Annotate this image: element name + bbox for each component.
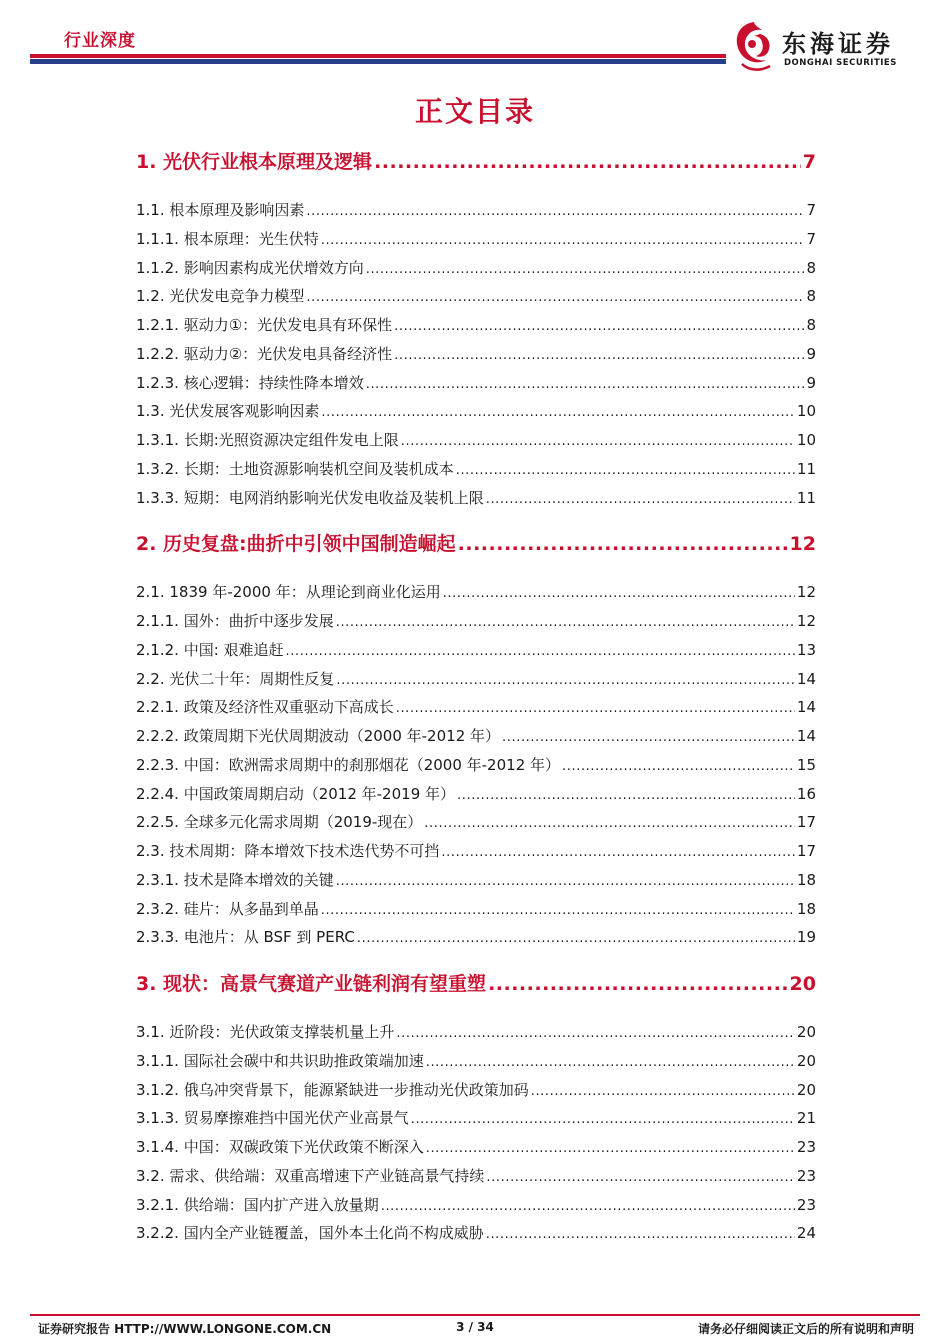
toc-dot-leader (336, 874, 795, 889)
toc-page-number: 12 (789, 533, 816, 556)
toc-dot-leader (336, 615, 795, 630)
toc-section-entry[interactable] (136, 1222, 816, 1243)
company-logo (730, 18, 930, 74)
toc-section-entry[interactable] (136, 898, 816, 919)
toc-entry-title: 1.1.1. 根本原理：光生伏特 (136, 229, 319, 248)
toc-section-entry[interactable] (136, 840, 816, 861)
toc-page-number: 20 (796, 1051, 816, 1070)
toc-section-entry[interactable] (136, 343, 816, 364)
toc-dot-leader (486, 1227, 795, 1242)
toc-section-entry[interactable] (136, 285, 816, 306)
toc-entry-title: 2.2.4. 中国政策周期启动（2012 年-2019 年） (136, 784, 456, 803)
toc-page-number: 18 (796, 899, 816, 918)
toc-page-number: 21 (796, 1109, 816, 1128)
toc-page-number: 9 (806, 373, 816, 392)
toc-page-number: 23 (796, 1166, 816, 1185)
toc-dot-leader (488, 973, 787, 995)
toc-dot-leader (458, 533, 788, 555)
toc-entry-title: 3.1.1. 国际社会碳中和共识助推政策端加速 (136, 1051, 424, 1070)
toc-page-number: 7 (806, 201, 816, 219)
toc-section-entry[interactable] (136, 1107, 816, 1128)
toc-section-entry[interactable] (136, 783, 816, 804)
toc-page-number: 13 (796, 640, 816, 659)
toc-section-entry[interactable] (136, 429, 816, 450)
toc-section-entry[interactable] (136, 372, 816, 393)
toc-section-entry[interactable] (136, 1194, 816, 1215)
dragon-logo-icon (730, 18, 778, 74)
toc-dot-leader (321, 903, 795, 918)
header-rule-blue (30, 59, 726, 64)
toc-section-entry[interactable] (136, 926, 816, 947)
toc-page-number: 8 (806, 316, 816, 334)
toc-section-entry[interactable] (136, 581, 816, 602)
toc-section-entry[interactable] (136, 639, 816, 660)
toc-entry-title: 1.3.3. 短期：电网消纳影响光伏发电收益及装机上限 (136, 488, 484, 507)
toc-dot-leader (456, 463, 795, 478)
toc-dot-leader (374, 151, 801, 173)
toc-entry-title: 1.2.1. 驱动力①：光伏发电具有环保性 (136, 316, 393, 334)
toc-section-entry[interactable] (136, 314, 816, 335)
toc-page-number: 14 (796, 727, 816, 745)
toc-page-number: 11 (796, 488, 816, 507)
toc-section-entry[interactable] (136, 458, 816, 479)
toc-dot-leader (381, 1199, 795, 1214)
toc-page-number: 18 (796, 870, 816, 889)
page-number: 3 / 34 (456, 1320, 494, 1334)
toc-dot-leader (426, 1141, 795, 1156)
toc-section-entry[interactable] (136, 1165, 816, 1186)
toc-section-entry[interactable] (136, 869, 816, 890)
toc-entry-title: 2.1.1. 国外：曲折中逐步发展 (136, 612, 334, 630)
toc-entry-title: 1.1.2. 影响因素构成光伏增效方向 (136, 258, 364, 277)
toc-chapter-entry[interactable] (136, 529, 816, 556)
toc-entry-title: 2.2.3. 中国：欧洲需求周期中的刹那烟花（2000 年-2012 年） (136, 755, 561, 774)
toc-dot-leader (441, 845, 795, 860)
toc-page-number: 12 (796, 612, 816, 630)
toc-entry-title: 1.2. 光伏发电竞争力模型 (136, 287, 305, 306)
toc-page-number: 8 (806, 258, 816, 277)
toc-page-number: 20 (789, 973, 816, 995)
toc-entry-title: 2.3.1. 技术是降本增效的关键 (136, 870, 334, 889)
toc-page-number: 7 (802, 151, 816, 173)
toc-dot-leader (306, 290, 804, 305)
toc-entry-title: 2.2.2. 政策周期下光伏周期波动（2000 年-2012 年） (136, 727, 501, 745)
toc-entry-title: 2.2.5. 全球多元化需求周期（2019-现在） (136, 813, 423, 832)
toc-page-number: 20 (796, 1080, 816, 1099)
toc-entry-title: 3.1. 近阶段：光伏政策支撑装机量上升 (136, 1023, 395, 1041)
toc-entry-title: 2.3.3. 电池片：从 BSF 到 PERC (136, 928, 355, 947)
toc-section-entry[interactable] (136, 400, 816, 421)
logo-english-name: DONGHAI SECURITIES (784, 58, 897, 68)
toc-page-number: 14 (796, 669, 816, 688)
toc-page-number: 15 (796, 755, 816, 774)
toc-page-number: 7 (806, 229, 816, 248)
toc-dot-leader (486, 1170, 795, 1185)
toc-page-number: 20 (796, 1023, 816, 1041)
footer-disclaimer: 请务必仔细阅读正文后的所有说明和声明 (697, 1322, 914, 1336)
toc-page-number: 23 (796, 1195, 816, 1214)
toc-page-number: 23 (796, 1138, 816, 1156)
toc-dot-leader (401, 434, 795, 449)
toc-dot-leader (366, 377, 805, 392)
toc-entry-title: 2.1. 1839 年-2000 年：从理论到商业化运用 (136, 583, 441, 602)
toc-entry-title: 1. 光伏行业根本原理及逻辑 (136, 151, 373, 173)
toc-dot-leader (396, 701, 795, 716)
toc-dot-leader (357, 931, 795, 946)
toc-dot-leader (486, 492, 795, 507)
toc-section-entry[interactable] (136, 1021, 816, 1042)
toc-dot-leader (531, 1084, 795, 1099)
toc-entry-title: 3.1.2. 俄乌冲突背景下，能源紧缺进一步推动光伏政策加码 (136, 1080, 529, 1099)
toc-section-entry[interactable] (136, 610, 816, 631)
toc-entry-title: 3.1.3. 贸易摩擦难挡中国光伏产业高景气 (136, 1109, 409, 1128)
toc-page-number: 11 (796, 459, 816, 478)
toc-page-number: 24 (796, 1224, 816, 1243)
toc-page-number: 10 (796, 402, 816, 421)
toc-entry-title: 1.2.3. 核心逻辑：持续性降本增效 (136, 373, 364, 392)
page-title: 正文目录 (414, 95, 535, 128)
toc-section-entry[interactable] (136, 696, 816, 717)
toc-entry-title: 2. 历史复盘:曲折中引领中国制造崛起 (136, 533, 456, 556)
toc-entry-title: 3.2.1. 供给端：国内扩产进入放量期 (136, 1195, 379, 1214)
toc-entry-title: 2.2. 光伏二十年：周期性反复 (136, 669, 335, 688)
footer-rule (30, 1314, 920, 1316)
toc-dot-leader (396, 1026, 795, 1041)
toc-dot-leader (306, 204, 804, 219)
toc-section-entry[interactable] (136, 257, 816, 278)
toc-dot-leader (321, 405, 795, 420)
toc-page-number: 12 (796, 583, 816, 602)
toc-section-entry[interactable] (136, 1050, 816, 1071)
toc-section-entry[interactable] (136, 228, 816, 249)
toc-dot-leader (366, 262, 805, 277)
toc-section-entry[interactable] (136, 487, 816, 508)
toc-dot-leader (424, 816, 795, 831)
toc-entry-title: 3.2.2. 国内全产业链覆盖，国外本土化尚不构成威胁 (136, 1224, 484, 1243)
toc-page-number: 14 (796, 698, 816, 717)
toc-entry-title: 1.2.2. 驱动力②：光伏发电具备经济性 (136, 344, 393, 363)
toc-entry-title: 1.1. 根本原理及影响因素 (136, 201, 305, 219)
toc-dot-leader (394, 348, 804, 363)
toc-dot-leader (336, 673, 795, 688)
toc-page-number: 17 (796, 813, 816, 832)
toc-page-number: 10 (796, 431, 816, 449)
logo-chinese-name: 东海证券 (782, 30, 894, 58)
toc-section-entry[interactable] (136, 754, 816, 775)
toc-dot-leader (411, 1112, 795, 1127)
toc-chapter-entry[interactable] (136, 147, 816, 174)
report-type-tag: 行业深度 (64, 31, 136, 51)
toc-section-entry[interactable] (136, 725, 816, 746)
toc-entry-title: 2.3.2. 硅片：从多晶到单晶 (136, 899, 319, 918)
toc-entry-title: 1.3.1. 长期:光照资源决定组件发电上限 (136, 431, 399, 449)
toc-entry-title: 3.2. 需求、供给端：双重高增速下产业链高景气持续 (136, 1166, 485, 1185)
footer-website[interactable]: 证券研究报告 HTTP://WWW.LONGONE.COM.CN (38, 1322, 332, 1336)
toc-entry-title: 3. 现状：高景气赛道产业链利润有望重塑 (136, 973, 487, 995)
toc-page-number: 17 (796, 842, 816, 860)
toc-dot-leader (394, 319, 804, 334)
toc-dot-leader (502, 730, 795, 745)
toc-section-entry[interactable] (136, 1079, 816, 1100)
toc-section-entry[interactable] (136, 668, 816, 689)
toc-page-number: 8 (806, 287, 816, 306)
header-rule-red (30, 54, 726, 58)
toc-entry-title: 1.3. 光伏发展客观影响因素 (136, 402, 320, 421)
toc-entry-title: 2.3. 技术周期：降本增效下技术迭代势不可挡 (136, 842, 440, 860)
toc-entry-title: 2.2.1. 政策及经济性双重驱动下高成长 (136, 698, 394, 717)
toc-entry-title: 2.1.2. 中国: 艰难追赶 (136, 640, 284, 659)
toc-section-entry[interactable] (136, 199, 816, 220)
toc-page-number: 16 (796, 784, 816, 803)
toc-entry-title: 3.1.4. 中国：双碳政策下光伏政策不断深入 (136, 1138, 424, 1156)
toc-page-number: 9 (806, 344, 816, 363)
toc-dot-leader (457, 788, 795, 803)
toc-dot-leader (443, 586, 795, 601)
toc-dot-leader (562, 759, 795, 774)
toc-chapter-entry[interactable] (136, 969, 816, 996)
toc-dot-leader (426, 1055, 795, 1070)
toc-dot-leader (286, 644, 795, 659)
toc-page-number: 19 (796, 928, 816, 947)
toc-section-entry[interactable] (136, 1136, 816, 1157)
toc-section-entry[interactable] (136, 811, 816, 832)
toc-entry-title: 1.3.2. 长期：土地资源影响装机空间及装机成本 (136, 459, 454, 478)
toc-dot-leader (321, 233, 805, 248)
